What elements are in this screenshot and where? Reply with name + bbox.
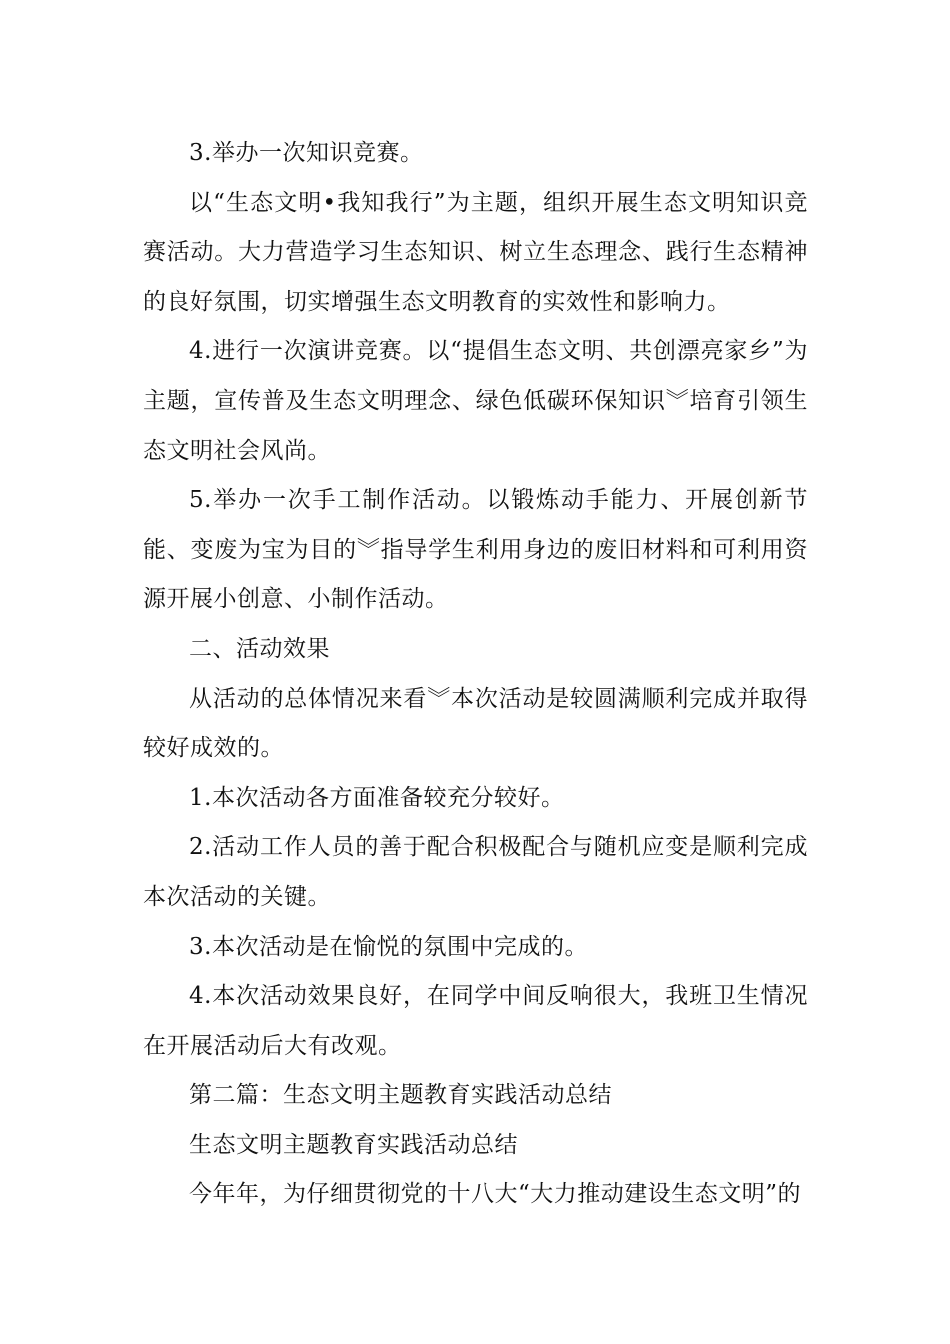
paragraph-effect-1: 1.本次活动各方面准备较充分较好。 xyxy=(189,784,565,811)
paragraph-knowledge-contest-detail: 以“生态文明•我知我行”为主题，组织开展生态文明知识竞赛活动。大力营造学习生态知识、树立生态理念、践行生态精神的良好氛围，切实增强生态文明教育的实效性和影响力。 xyxy=(143,189,808,315)
section-heading-activity-effect: 二、活动效果 xyxy=(189,635,330,662)
paragraph-overall-effect: 从活动的总体情况来看︾本次活动是较圆满顺利完成并取得较好成效的。 xyxy=(143,685,808,762)
document-body xyxy=(143,129,808,1220)
paragraph-effect-4: 4.本次活动效果良好，在同学中间反响很大，我班卫生情况在开展活动后大有改观。 xyxy=(143,983,808,1059)
document-subtitle: 生态文明主题教育实践活动总结 xyxy=(189,1131,518,1158)
paragraph-item-5-handcraft: 5.举办一次手工制作活动。以锻炼动手能力、开展创新节能、变废为宝为目的︾指导学生利用身边的废旧材料和可利用资源开展小创意、小制作活动。 xyxy=(143,487,808,613)
paragraph-effect-3: 3.本次活动是在愉悦的氛围中完成的。 xyxy=(189,933,588,960)
paragraph-item-4-speech-contest: 4.进行一次演讲竞赛。以“提倡生态文明、共创漂亮家乡”为主题，宣传普及生态文明理念、绿色低碳环保知识︾培育引领生态文明社会风尚。 xyxy=(143,338,808,464)
paragraph-intro-part-two: 今年年，为仔细贯彻党的十八大“大力推动建设生态文明”的 xyxy=(189,1181,802,1208)
chapter-heading-part-two: 第二篇：生态文明主题教育实践活动总结 xyxy=(189,1082,612,1109)
paragraph-item-3-knowledge-contest: 3.举办一次知识竞赛。 xyxy=(189,140,424,166)
paragraph-effect-2: 2.活动工作人员的善于配合积极配合与随机应变是顺利完成本次活动的关键。 xyxy=(143,834,808,910)
